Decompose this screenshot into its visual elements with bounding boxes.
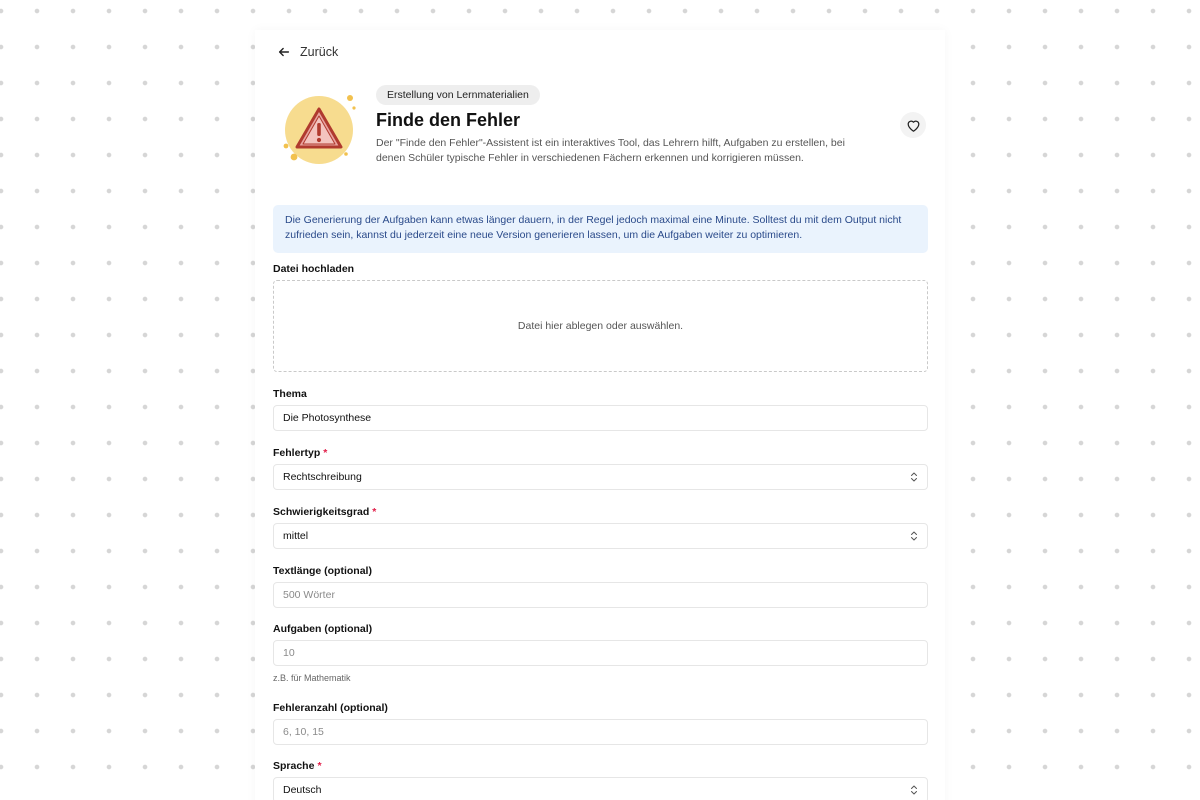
fehleranzahl-label: Fehleranzahl (optional) (273, 702, 388, 714)
thema-label: Thema (273, 388, 307, 400)
fehlertyp-value: Rechtschreibung (283, 471, 362, 483)
aufgaben-label: Aufgaben (optional) (273, 623, 373, 635)
warning-triangle-icon (280, 90, 358, 170)
back-button[interactable] (277, 43, 338, 61)
required-marker: * (323, 447, 328, 459)
required-marker: * (372, 506, 377, 518)
upload-label: Datei hochladen (273, 263, 355, 275)
fehlertyp-select[interactable] (273, 464, 928, 490)
category-badge: Erstellung von Lernmaterialien (376, 85, 540, 105)
dropzone-text: Datei hier ablegen oder auswählen. (517, 320, 684, 332)
schwierigkeit-value: mittel (283, 530, 309, 542)
thema-input[interactable] (273, 405, 928, 431)
sprache-label-text: Sprache (273, 760, 315, 772)
sprache-select[interactable] (273, 777, 928, 800)
chevron-up-down-icon (910, 785, 918, 795)
fehlertyp-label-text: Fehlertyp (273, 447, 321, 459)
heart-icon (905, 117, 922, 134)
sprache-value: Deutsch (283, 784, 322, 796)
tool-card (255, 30, 945, 800)
schwierigkeit-label-text: Schwierigkeitsgrad (273, 506, 370, 518)
fehleranzahl-input[interactable] (273, 719, 928, 745)
required-marker: * (317, 760, 322, 772)
chevron-up-down-icon (910, 531, 918, 541)
tool-description: Der "Finde den Fehler"-Assistent ist ein interaktives Tool, das Lehrern hilft, Aufgaben zu erstellen, bei denen Schüler typische Fehler in verschiedenen Fächern erkennen und korrigieren müssen. (376, 137, 845, 164)
favorite-button[interactable] (900, 112, 926, 138)
arrow-left-icon (277, 45, 291, 59)
info-notice: Die Generierung der Aufgaben kann etwas länger dauern, in der Regel jedoch maximal eine Minute. Solltest du mit dem Output nicht zufrieden sein, kannst du jederzeit eine neue Version generieren lassen, um die Aufgaben weiter zu optimieren. (273, 205, 928, 253)
aufgaben-hint: z.B. für Mathematik (273, 673, 351, 683)
schwierigkeit-label (273, 506, 376, 518)
aufgaben-input[interactable] (273, 640, 928, 666)
sprache-label (273, 760, 322, 772)
page-title: Finde den Fehler (376, 110, 521, 130)
back-label: Zurück (300, 45, 339, 59)
file-dropzone[interactable] (273, 280, 928, 372)
textlaenge-input[interactable] (273, 582, 928, 608)
textlaenge-label: Textlänge (optional) (273, 565, 372, 577)
chevron-up-down-icon (910, 472, 918, 482)
schwierigkeit-select[interactable] (273, 523, 928, 549)
fehlertyp-label (273, 447, 327, 459)
